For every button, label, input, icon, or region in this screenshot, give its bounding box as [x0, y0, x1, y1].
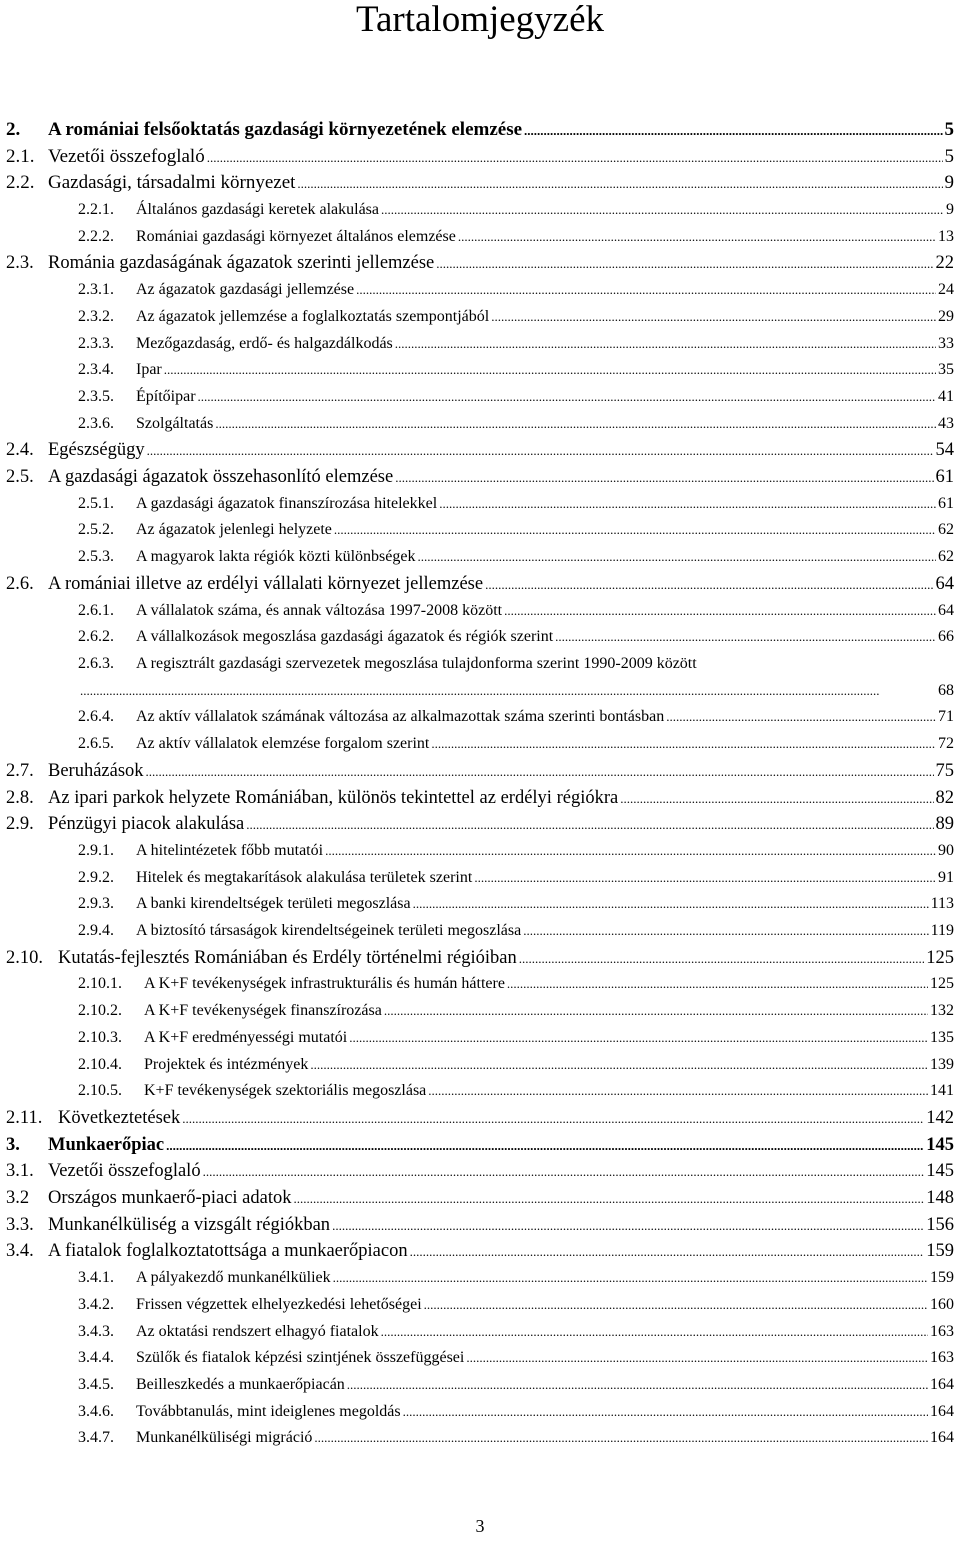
toc-entry[interactable]	[0, 1319, 960, 1345]
toc-entry-title: Munkanélküliségi migráció	[136, 1429, 313, 1446]
toc-entry-number: 2.9.	[6, 814, 34, 834]
toc-entry[interactable]	[0, 704, 960, 730]
toc-entry-title: A K+F tevékenységek infrastrukturális és humán háttere	[144, 975, 505, 992]
toc-entry-number: 2.6.2.	[78, 628, 114, 645]
toc-entry-title: A fiatalok foglalkoztatottsága a munkaerőpiacon	[48, 1241, 408, 1261]
toc-leader-dots	[403, 1399, 928, 1425]
toc-entry[interactable]	[0, 918, 960, 944]
toc-entry-number: 2.3.	[6, 253, 34, 273]
toc-entry[interactable]	[0, 1158, 960, 1184]
toc-entry-title: Munkanélküliség a vizsgált régiókban	[48, 1215, 331, 1235]
toc-entry-page: 91	[938, 869, 954, 886]
toc-entry-number: 2.6.	[6, 574, 34, 594]
toc-entry-number: 3.4.	[6, 1241, 34, 1261]
toc-entry-page: 145	[926, 1161, 954, 1181]
toc-entry[interactable]	[0, 517, 960, 543]
toc-entry-number: 2.11.	[6, 1108, 43, 1128]
toc-entry[interactable]	[0, 1185, 960, 1211]
toc-entry-number: 2.3.5.	[78, 388, 114, 405]
toc-entry-title: Az ágazatok gazdasági jellemzése	[136, 281, 355, 298]
toc-leader-dots	[332, 1212, 924, 1239]
toc-entry[interactable]	[0, 224, 960, 250]
toc-leader-dots	[333, 1265, 928, 1291]
toc-leader-dots	[504, 598, 936, 624]
toc-entry[interactable]	[0, 304, 960, 330]
toc-entry[interactable]	[0, 1265, 960, 1291]
toc-entry-title: A vállalkozások megoszlása gazdasági ágazatok és régiók szerint	[136, 628, 554, 645]
toc-leader-dots	[524, 117, 942, 144]
toc-entry-page: 5	[944, 119, 954, 140]
toc-entry-page: 142	[926, 1108, 954, 1128]
toc-entry-page: 148	[926, 1188, 954, 1208]
toc-entry-page: 113	[930, 895, 954, 912]
toc-entry-number: 2.5.3.	[78, 548, 114, 565]
toc-entry-page: 62	[938, 521, 954, 538]
toc-entry[interactable]	[0, 1052, 960, 1078]
toc-entry-title: A romániai illetve az erdélyi vállalati környezet jellemzése	[48, 574, 484, 594]
toc-entry-title: Romániai gazdasági környezet általános elemzése	[136, 228, 456, 245]
toc-entry-page: 71	[938, 708, 954, 725]
toc-entry-page: 64	[935, 574, 954, 594]
toc-entry-number: 2.6.3.	[78, 655, 114, 672]
toc-leader-dots	[417, 544, 936, 570]
toc-entry-title: Az ágazatok jellemzése a foglalkoztatás szempontjából	[136, 308, 490, 325]
toc-leader-dots	[431, 731, 936, 757]
toc-leader-dots	[439, 491, 936, 517]
toc-entry[interactable]	[0, 1132, 960, 1158]
toc-entry-title: Beilleszkedés a munkaerőpiacán	[136, 1376, 345, 1393]
toc-entry-page: 164	[930, 1376, 954, 1393]
toc-entry-number: 2.5.1.	[78, 495, 114, 512]
toc-entry-title: Beruházások	[48, 761, 144, 781]
toc-entry-number: 2.2.2.	[78, 228, 114, 245]
toc-entry-page: 61	[935, 467, 954, 487]
toc-leader-dots	[147, 437, 934, 464]
toc-entry-page: 72	[938, 735, 954, 752]
toc-entry-title: Országos munkaerő-piaci adatok	[48, 1188, 292, 1208]
toc-entry-page: 75	[935, 761, 954, 781]
toc-entry-title: A vállalatok száma, és annak változása 1997-2008 között	[136, 602, 503, 619]
toc-leader-dots	[246, 811, 933, 838]
toc-entry-title: K+F tevékenységek szektoriális megoszlása	[144, 1082, 427, 1099]
toc-entry-title: A regisztrált gazdasági szervezetek megoszlása tulajdonforma szerint 1990-2009 között	[136, 655, 697, 672]
toc-entry[interactable]	[0, 1238, 960, 1264]
toc-entry-title: A banki kirendeltségek területi megoszlása	[136, 895, 411, 912]
toc-entry-number: 2.3.3.	[78, 335, 114, 352]
toc-entry-title: Továbbtanulás, mint ideiglenes megoldás	[136, 1403, 401, 1420]
toc-leader-dots	[458, 224, 936, 250]
toc-entry[interactable]	[0, 250, 960, 276]
toc-entry-number: 2.6.5.	[78, 735, 114, 752]
toc-leader-dots	[215, 411, 936, 437]
toc-entry-title: A romániai felsőoktatás gazdasági környezetének elemzése	[48, 119, 523, 140]
toc-leader-dots	[80, 678, 936, 704]
toc-entry-number: 2.9.4.	[78, 922, 114, 939]
toc-entry[interactable]	[0, 1212, 960, 1238]
toc-entry-title: A biztosító társaságok kirendeltségeinek területi megoszlása	[136, 922, 522, 939]
toc-entry-number: 2.9.3.	[78, 895, 114, 912]
toc-entry-number: 3.	[6, 1135, 20, 1155]
toc-entry-page: 62	[938, 548, 954, 565]
toc-entry-page: 164	[930, 1403, 954, 1420]
toc-entry-page: 119	[930, 922, 954, 939]
toc-entry[interactable]	[0, 411, 960, 437]
toc-entry[interactable]	[0, 277, 960, 303]
toc-leader-dots	[424, 1292, 928, 1318]
toc-entry-number: 2.8.	[6, 788, 34, 808]
toc-entry-title: A gazdasági ágazatok összehasonlító elemzése	[48, 467, 394, 487]
toc-entry[interactable]	[0, 1078, 960, 1104]
toc-entry-page: 89	[935, 814, 954, 834]
toc-entry-page: 33	[938, 335, 954, 352]
toc-entry[interactable]	[0, 598, 960, 624]
toc-entry-page: 64	[938, 602, 954, 619]
toc-entry-title: Általános gazdasági keretek alakulása	[136, 201, 379, 218]
toc-entry-title: A K+F tevékenységek finanszírozása	[144, 1002, 382, 1019]
toc-entry-number: 2.10.5.	[78, 1082, 122, 1099]
toc-entry-number: 2.2.1.	[78, 201, 114, 218]
toc-entry-page: 164	[930, 1429, 954, 1446]
toc-entry-title: Az ipari parkok helyzete Romániában, különös tekintettel az erdélyi régiókra	[48, 788, 619, 808]
toc-entry-page: 41	[938, 388, 954, 405]
toc-entry-title: Szolgáltatás	[136, 415, 214, 432]
toc-entry-title: A hitelintézetek főbb mutatói	[136, 842, 324, 859]
toc-entry-number: 3.4.4.	[78, 1349, 114, 1366]
toc-entry-title: A magyarok lakta régiók közti különbségek	[136, 548, 416, 565]
toc-entry-page: 125	[930, 975, 954, 992]
toc-entry-number: 2.3.4.	[78, 361, 114, 378]
toc-entry-page: 159	[930, 1269, 954, 1286]
toc-entry-number: 2.10.1.	[78, 975, 122, 992]
toc-entry[interactable]	[0, 1399, 960, 1425]
toc-entry-page: 125	[926, 948, 954, 968]
toc-leader-dots	[555, 624, 936, 650]
toc-entry-page: 156	[926, 1215, 954, 1235]
toc-entry[interactable]	[0, 331, 960, 357]
toc-leader-dots	[356, 277, 936, 303]
toc-entry[interactable]	[0, 1292, 960, 1318]
page-number: 3	[475, 1516, 485, 1536]
toc-entry-title: Kutatás-fejlesztés Romániában és Erdély történelmi régióiban	[58, 948, 517, 968]
toc-leader-dots	[347, 1372, 928, 1398]
toc-entry-title: Projektek és intézmények	[144, 1056, 309, 1073]
toc-leader-dots	[523, 918, 928, 944]
toc-entry-title: Hitelek és megtakarítások alakulása területek szerint	[136, 869, 473, 886]
toc-entry[interactable]	[0, 731, 960, 757]
toc-entry-page: 35	[938, 361, 954, 378]
toc-entry-number: 2.6.1.	[78, 602, 114, 619]
toc-entry-number: 3.1.	[6, 1161, 34, 1181]
toc-entry-title: A gazdasági ágazatok finanszírozása hitelekkel	[136, 495, 438, 512]
toc-entry-page: 145	[926, 1135, 954, 1155]
toc-leader-dots	[198, 384, 936, 410]
toc-entry-page: 61	[938, 495, 954, 512]
toc-leader-dots	[410, 1238, 925, 1265]
toc-entry[interactable]	[0, 1025, 960, 1051]
toc-leader-dots	[146, 758, 934, 785]
toc-leader-dots	[166, 1132, 924, 1159]
toc-entry[interactable]	[0, 971, 960, 997]
toc-entry-page: 90	[938, 842, 954, 859]
toc-entry-number: 2.5.2.	[78, 521, 114, 538]
toc-entry-number: 3.4.1.	[78, 1269, 114, 1286]
toc-entry-page: 159	[926, 1241, 954, 1261]
toc-leader-dots	[381, 1319, 928, 1345]
toc-entry[interactable]	[0, 170, 960, 196]
toc-entry-number: 3.4.7.	[78, 1429, 114, 1446]
toc-entry-number: 2.	[6, 119, 21, 140]
toc-entry[interactable]	[0, 811, 960, 837]
toc-entry-number: 2.3.2.	[78, 308, 114, 325]
toc-entry-number: 2.5.	[6, 467, 34, 487]
toc-entry-page: 24	[938, 281, 954, 298]
toc-entry[interactable]	[0, 1372, 960, 1398]
toc-entry-page: 132	[930, 1002, 954, 1019]
toc-entry[interactable]	[0, 144, 960, 170]
toc-entry[interactable]	[0, 945, 960, 971]
toc-entry-title: Az aktív vállalatok elemzése forgalom szerint	[136, 735, 430, 752]
toc-entry[interactable]	[0, 357, 960, 383]
toc-leader-dots	[182, 1105, 924, 1132]
toc-entry-title: Egészségügy	[48, 440, 145, 460]
toc-entry-title: Mezőgazdaság, erdő- és halgazdálkodás	[136, 335, 393, 352]
toc-entry[interactable]	[0, 1425, 960, 1451]
toc-leader-dots	[485, 571, 933, 598]
toc-entry[interactable]	[0, 117, 960, 143]
toc-entry-title: Vezetői összefoglaló	[48, 1161, 201, 1181]
toc-leader-dots	[334, 517, 936, 543]
toc-entry-title: Pénzügyi piacok alakulása	[48, 814, 245, 834]
toc-entry-title: Az ágazatok jelenlegi helyzete	[136, 521, 332, 538]
toc-entry-number: 2.10.2.	[78, 1002, 122, 1019]
toc-entry-number: 2.3.6.	[78, 415, 114, 432]
toc-leader-dots	[164, 357, 936, 383]
toc-entry-page: 54	[935, 440, 954, 460]
toc-leader-dots	[395, 464, 933, 491]
toc-entry-page: 141	[930, 1082, 954, 1099]
toc-leader-dots	[620, 785, 933, 812]
toc-leader-dots	[436, 250, 933, 277]
toc-entry[interactable]	[0, 197, 960, 223]
toc-entry-number: 3.4.3.	[78, 1323, 114, 1340]
toc-entry-page: 68	[938, 681, 954, 699]
toc-entry-title: Az oktatási rendszert elhagyó fiatalok	[136, 1323, 379, 1340]
toc-entry[interactable]	[0, 651, 960, 704]
toc-leader-dots	[466, 1345, 928, 1371]
toc-entry[interactable]	[0, 838, 960, 864]
toc-leader-dots	[666, 704, 936, 730]
toc-entry-number: 2.9.2.	[78, 869, 114, 886]
toc-entry-title: A pályakezdő munkanélküliek	[136, 1269, 331, 1286]
toc-entry-number: 2.2.	[6, 172, 35, 193]
toc-entry-title: Frissen végzettek elhelyezkedési lehetőségei	[136, 1296, 422, 1313]
toc-entry-page: 139	[930, 1056, 954, 1073]
toc-entry-number: 2.4.	[6, 440, 34, 460]
toc-entry-page: 9	[946, 201, 954, 218]
toc-leader-dots	[203, 1158, 925, 1185]
toc-entry-title: Munkaerőpiac	[48, 1135, 165, 1155]
toc-entry[interactable]	[0, 624, 960, 650]
toc-entry-number: 2.9.1.	[78, 842, 114, 859]
toc-leader-dots	[297, 170, 942, 197]
toc-entry-number: 2.3.1.	[78, 281, 114, 298]
toc-entry-title: Szülők és fiatalok képzési szintjének összefüggései	[136, 1349, 465, 1366]
toc-leader-dots	[395, 331, 936, 357]
page-title: Tartalomjegyzék	[355, 0, 605, 40]
toc-entry-page: 13	[938, 228, 954, 245]
toc-entry-title: Következtetések	[58, 1108, 181, 1128]
toc-leader-dots	[325, 838, 936, 864]
toc-leader-dots	[428, 1078, 928, 1104]
toc-entry[interactable]	[0, 785, 960, 811]
toc-entry-page: 163	[930, 1349, 954, 1366]
toc-leader-dots	[207, 144, 943, 171]
toc-entry[interactable]	[0, 491, 960, 517]
toc-entry[interactable]	[0, 384, 960, 410]
toc-entry[interactable]	[0, 998, 960, 1024]
toc-leader-dots	[349, 1025, 928, 1051]
toc-entry-page: 135	[930, 1029, 954, 1046]
toc-entry-page: 163	[930, 1323, 954, 1340]
toc-entry-number: 2.6.4.	[78, 708, 114, 725]
toc-leader-dots	[507, 971, 928, 997]
toc-leader-dots	[294, 1185, 925, 1212]
toc-entry-page: 43	[938, 415, 954, 432]
toc-leader-dots	[381, 197, 944, 223]
toc-leader-dots	[384, 998, 928, 1024]
toc-entry-title: Az aktív vállalatok számának változása az alkalmazottak száma szerinti bontásban	[136, 708, 665, 725]
toc-entry[interactable]	[0, 437, 960, 463]
toc-entry[interactable]	[0, 865, 960, 891]
toc-leader-dots	[310, 1052, 928, 1078]
toc-entry[interactable]	[0, 1105, 960, 1131]
toc-leader-dots	[519, 945, 925, 972]
toc-entry-number: 2.10.3.	[78, 1029, 122, 1046]
toc-entry-number: 2.7.	[6, 761, 34, 781]
toc-entry-page: 22	[935, 253, 954, 273]
toc-entry[interactable]	[0, 544, 960, 570]
toc-entry[interactable]	[0, 891, 960, 917]
toc-entry[interactable]	[0, 758, 960, 784]
toc-leader-dots	[314, 1425, 928, 1451]
toc-entry-page: 160	[930, 1296, 954, 1313]
toc-entry-page: 5	[944, 146, 954, 167]
toc-entry-number: 3.4.5.	[78, 1376, 114, 1393]
toc-entry-number: 3.4.2.	[78, 1296, 114, 1313]
toc-leader-dots	[491, 304, 936, 330]
toc-entry-number: 3.3.	[6, 1215, 34, 1235]
toc-entry-number: 2.10.	[6, 948, 43, 968]
toc-entry[interactable]	[0, 1345, 960, 1371]
toc-entry-number: 2.1.	[6, 146, 35, 167]
toc-leader-dots	[413, 891, 929, 917]
toc-entry-title: Vezetői összefoglaló	[48, 146, 205, 167]
toc-entry-title: Építőipar	[136, 388, 196, 405]
toc-entry[interactable]	[0, 571, 960, 597]
toc-entry-page: 9	[944, 172, 954, 193]
toc-entry-title: Gazdasági, társadalmi környezet	[48, 172, 296, 193]
toc-entry[interactable]	[0, 464, 960, 490]
toc-entry-page: 66	[938, 628, 954, 645]
toc-entry-page: 82	[935, 788, 954, 808]
toc-entry-page: 29	[938, 308, 954, 325]
toc-entry-number: 3.4.6.	[78, 1403, 114, 1420]
toc-entry-number: 2.10.4.	[78, 1056, 122, 1073]
toc-leader-dots	[474, 865, 936, 891]
toc-entry-title: Románia gazdaságának ágazatok szerinti jellemzése	[48, 253, 435, 273]
toc-entry-number: 3.2	[6, 1188, 30, 1208]
toc-entry-title: A K+F eredményességi mutatói	[144, 1029, 348, 1046]
toc-entry-title: Ipar	[136, 361, 162, 378]
